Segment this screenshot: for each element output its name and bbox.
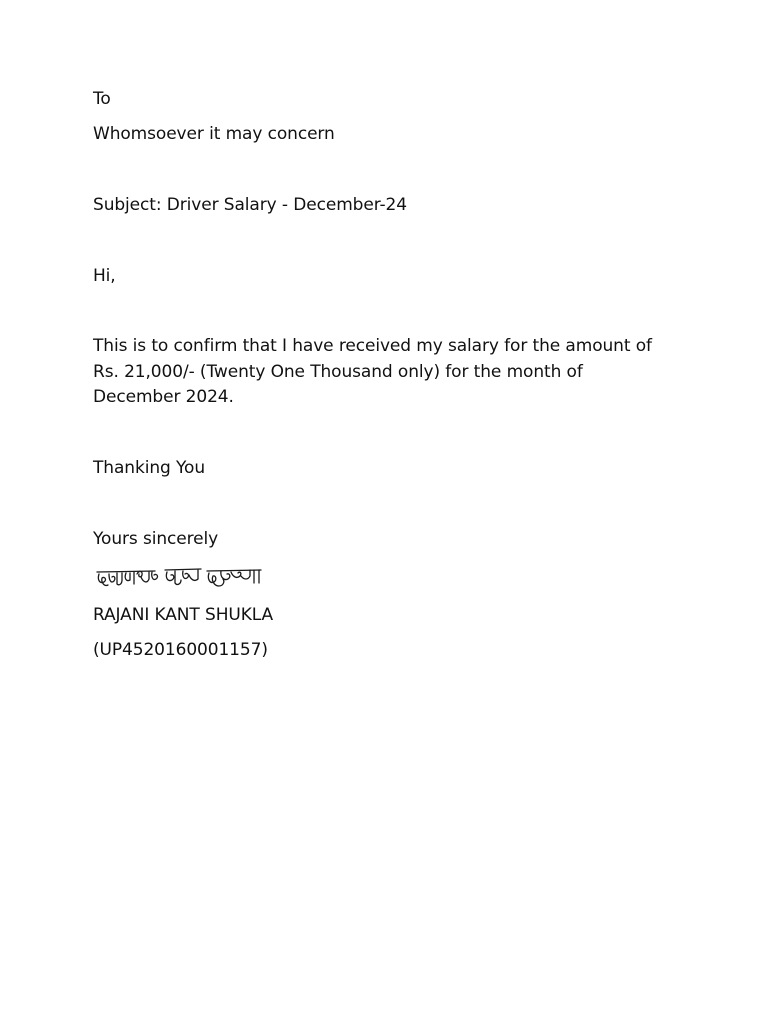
handwritten-signature <box>95 562 265 594</box>
greeting-line: Hi, <box>93 266 116 286</box>
signatory-id: (UP4520160001157) <box>93 640 268 660</box>
closing-line: Yours sincerely <box>93 529 219 549</box>
body-line: Rs. 21,000/- (Twenty One Thousand only) for the month of <box>93 361 583 382</box>
signatory-name: RAJANI KANT SHUKLA <box>93 605 274 625</box>
recipient-line: Whomsoever it may concern <box>93 124 335 144</box>
body-line: December 2024. <box>93 387 234 407</box>
subject-line: Subject: Driver Salary - December-24 <box>93 195 407 215</box>
salutation-to: To <box>93 89 111 109</box>
thanks-line: Thanking You <box>93 458 205 478</box>
body-line: This is to confirm that I have received my salary for the amount of <box>93 336 652 356</box>
body-paragraph <box>93 334 683 411</box>
